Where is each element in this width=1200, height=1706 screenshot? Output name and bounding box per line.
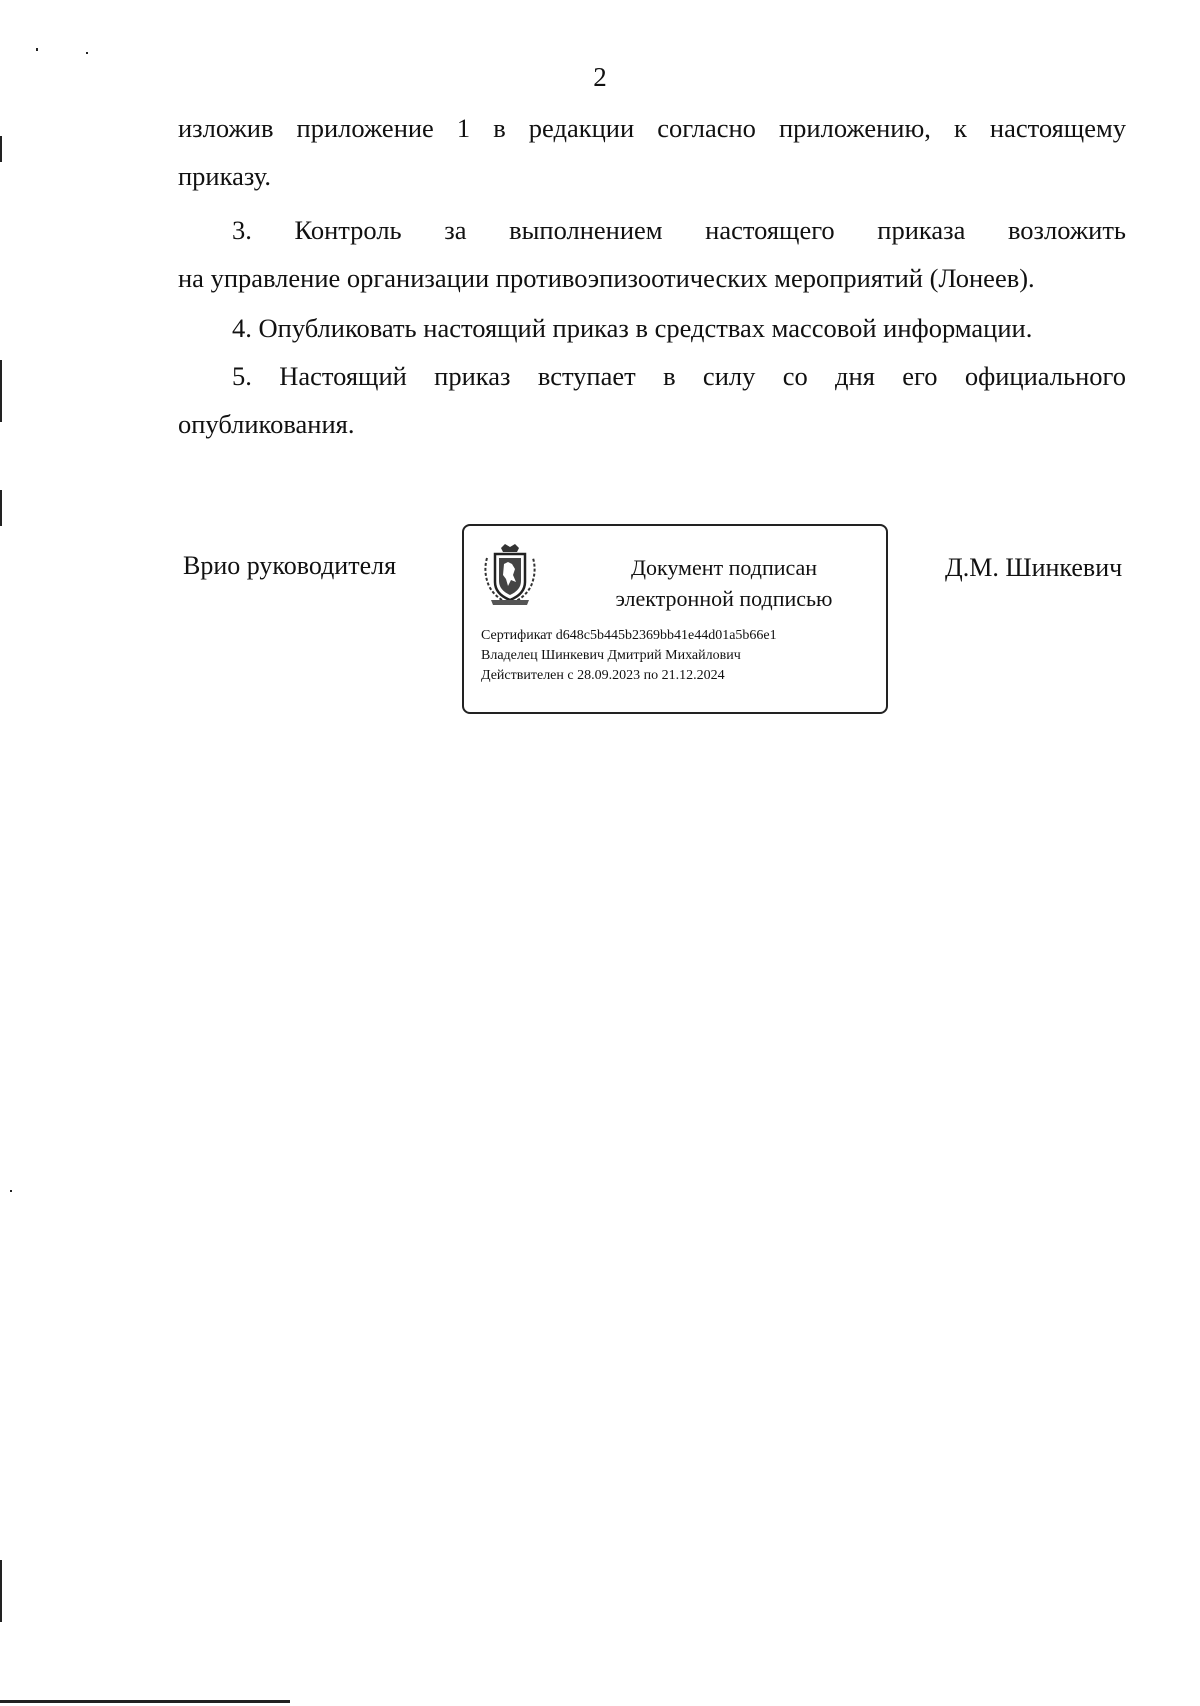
- paragraph-line: 5. Настоящий приказ вступает в силу со дня его официального: [232, 361, 1126, 391]
- paragraph-line: опубликования.: [178, 409, 355, 439]
- electronic-signature-stamp: [462, 524, 888, 714]
- certificate-owner: Владелец Шинкевич Дмитрий Михайлович: [481, 648, 741, 663]
- stamp-details: [481, 626, 777, 686]
- scan-artifact: [0, 136, 2, 162]
- paragraph-line: приказу.: [178, 161, 271, 191]
- paragraph-line: на управление организации противоэпизоотических мероприятий (Лонеев).: [178, 263, 1035, 293]
- scan-artifact: [0, 1560, 2, 1622]
- paragraph-item-4: 4. Опубликовать настоящий приказ в средствах массовой информации.: [232, 313, 1033, 343]
- paragraph-item-3: [178, 206, 1126, 302]
- page-number: 2: [593, 62, 607, 92]
- stamp-title: [574, 552, 874, 614]
- scan-artifact: [36, 48, 38, 51]
- certificate-validity: Действителен с 28.09.2023 по 21.12.2024: [481, 668, 725, 683]
- certificate-id: Сертификат d648c5b445b2369bb41e44d01a5b66e1: [481, 628, 777, 643]
- paragraph-line: изложив приложение 1 в редакции согласно приложению, к настоящему: [178, 113, 1126, 143]
- signatory-name: Д.М. Шинкевич: [945, 553, 1123, 582]
- paragraph-line: 3. Контроль за выполнением настоящего приказа возложить: [232, 215, 1126, 245]
- scan-artifact: [10, 1190, 12, 1192]
- scan-artifact: [0, 490, 2, 526]
- scan-artifact: [0, 1700, 290, 1703]
- signatory-position: Врио руководителя: [183, 551, 397, 580]
- stamp-title-line: электронной подписью: [615, 586, 833, 611]
- scan-artifact: [86, 52, 88, 54]
- paragraph-item-5: [178, 352, 1126, 448]
- scan-artifact: [0, 360, 2, 422]
- coat-of-arms-icon: [481, 542, 539, 608]
- stamp-title-line: Документ подписан: [630, 555, 818, 580]
- paragraph-continuation: [178, 104, 1126, 200]
